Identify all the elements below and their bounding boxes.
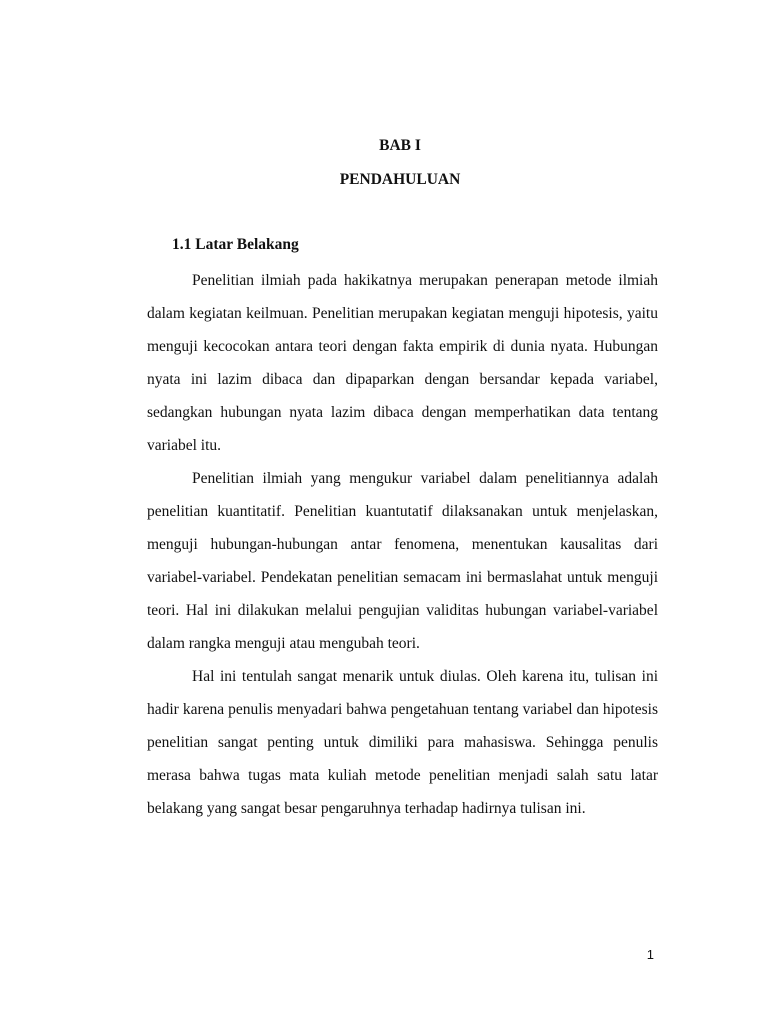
chapter-number: BAB I (379, 137, 421, 154)
paragraph: Penelitian ilmiah yang mengukur variabel dalam penelitiannya adalah penelitian kuantitatif. Penelitian kuantutatif dilaksanakan untuk menjelaskan, menguji hubungan-hubungan antar fenomena, menentukan kausalitas dari variabel-variabel. Pendekatan penelitian semacam ini bermaslahat untuk menguji teori. Hal ini dilakukan melalui pengujian validitas hubungan variabel-variabel dalam rangka menguji atau mengubah teori. (147, 470, 658, 652)
body-text (147, 264, 658, 825)
section-heading: 1.1 Latar Belakang (172, 236, 299, 253)
page-number: 1 (646, 947, 654, 962)
paragraph: Hal ini tentulah sangat menarik untuk diulas. Oleh karena itu, tulisan ini hadir karena penulis menyadari bahwa pengetahuan tentang variabel dan hipotesis penelitian sangat penting untuk dimiliki para mahasiswa. Sehingga penulis merasa bahwa tugas mata kuliah metode penelitian menjadi salah satu latar belakang yang sangat besar pengaruhnya terhadap hadirnya tulisan ini. (147, 668, 658, 817)
paragraph: Penelitian ilmiah pada hakikatnya merupakan penerapan metode ilmiah dalam kegiatan keilmuan. Penelitian merupakan kegiatan menguji hipotesis, yaitu menguji kecocokan antara teori dengan fakta empirik di dunia nyata. Hubungan nyata ini lazim dibaca dan dipaparkan dengan bersandar kepada variabel, sedangkan hubungan nyata lazim dibaca dengan memperhatikan data tentang variabel itu. (147, 272, 658, 454)
chapter-title: PENDAHULUAN (339, 171, 461, 188)
